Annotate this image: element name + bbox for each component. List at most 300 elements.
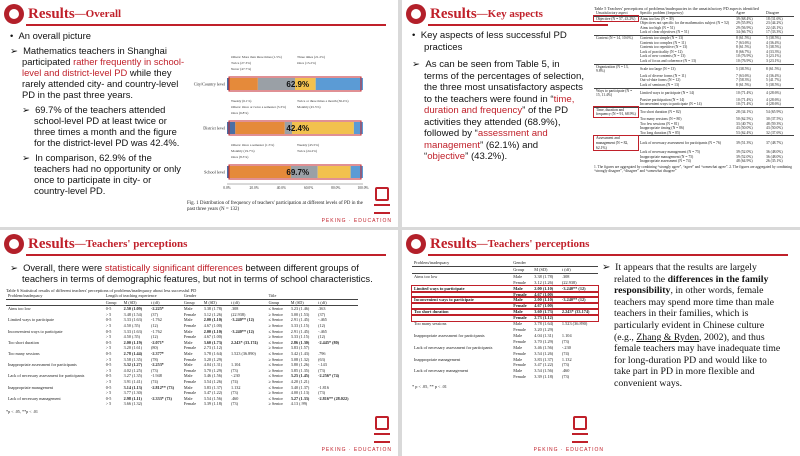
table-cell: Too short duration (414, 309, 449, 315)
table-cell: > 5 (105, 378, 112, 384)
table-5 (594, 6, 794, 174)
table-cell: 1.132 (561, 356, 572, 362)
badge-text: PEKING · EDUCATION (321, 218, 392, 224)
table-cell: 3.78 (1.64) (203, 350, 223, 356)
title-main: Results (28, 235, 75, 252)
table-cell: Female (513, 303, 527, 309)
table-cell: Female (513, 291, 527, 297)
table-cell: Inappropriate assessment for participants (8, 362, 77, 368)
table-cell: .308 (561, 273, 570, 279)
table-cell: (74) (231, 378, 239, 384)
title-sub: —Key aspects (476, 8, 543, 20)
table-cell: 3 (23.1%) (766, 54, 781, 59)
table-cell: 4.67 (1.00) (203, 322, 223, 328)
table-cell: 2.243* (33.174) (231, 339, 258, 345)
table-cell: Objectives not specific for the mathematics subject (N = 52) (640, 21, 730, 26)
table-cell: -1.762 (150, 328, 162, 334)
table-cell: Inconvenient ways to participate (N = 14) (640, 102, 702, 107)
table-cell: 48 (64.9%) (736, 159, 753, 164)
table-cell: 2.243* (33.174) (561, 309, 590, 315)
table-note: *p < .05, **p < .01 (6, 408, 38, 414)
table-cell: 53 (62.4%) (736, 130, 753, 135)
badge-text: PEKING · EDUCATION (321, 447, 392, 453)
table-cell: (73) (561, 362, 570, 368)
table-cell: Male (513, 368, 523, 374)
table-cell: 4 (28.6%) (766, 97, 781, 102)
table-cell: Male (513, 285, 523, 291)
table-cell: > 5 (105, 390, 112, 396)
table-cell: 10 (71.4%) (736, 102, 753, 107)
table-cell: Female (513, 326, 526, 332)
table-cell: 8 (61.5%) (736, 82, 751, 87)
table-cell: -.465 (318, 317, 327, 323)
table-cell: (37) (318, 311, 326, 317)
table-cell: Lack of necessary assessment for participants (N = 76) (638, 136, 734, 150)
bullet-1: ➢ It appears that the results are largely related to the differences in the family responsibility, in other words, female teachers may spend more time than male teachers in their families, which is particularly evident in Chinese culture (e.g., Zhang & Ryden, 2002), and thus female teachers may have inadequate time for long-duration PD and would like to take part in PD in more flexible and convenient ways. (602, 262, 781, 389)
table-cell: Too few sessions (N = 81) (640, 121, 679, 126)
table-cell: 3.80 (1.26) (290, 362, 310, 368)
x-tick-label: 60.0% (303, 186, 314, 190)
table-cell: 3.33 (1.15) (290, 334, 310, 340)
table-cell: Male (513, 321, 523, 327)
table-cell: Female (513, 374, 526, 380)
table-cell: 8 (61.5%) (736, 45, 751, 50)
bar-segment (229, 166, 291, 178)
table-cell: 39 (52.0%) (736, 154, 753, 159)
table-cell: Female (183, 334, 197, 340)
table-cell: 3.85 (1.35) (290, 367, 310, 373)
table-cell: Objective (N = 57, 43.2%) (594, 16, 638, 21)
table-cell: Inconvenient ways to participate (8, 328, 63, 334)
bar-segment (354, 122, 363, 134)
x-tick-label: 0.0% (223, 186, 231, 190)
table-cell: Female (513, 338, 526, 344)
table-cell: Too many sessions (N = 80) (640, 117, 682, 122)
x-tick-label: 40.0% (276, 186, 287, 190)
table-cell: Male (513, 332, 523, 338)
table-cell: ≥ Senior (268, 390, 283, 396)
table-cell: Aims too low (414, 273, 438, 279)
table-cell: 2.98 (1.11) (123, 395, 142, 401)
table-cell: -3.240** (12) (231, 317, 255, 323)
highlight-value: 42.4% (286, 124, 310, 133)
table-row (594, 107, 794, 117)
column-header: Group (104, 299, 122, 306)
table-cell: Male (513, 309, 523, 315)
bullet-2: ➢ Mathematics teachers in Shanghai participated rather frequently in school-level and district-level PD while they rarely attended city- and country-level PD in the past three years. (10, 45, 185, 100)
table-cell: 2.73 (1.12) (203, 345, 223, 351)
table-cell: 3.40 (1.37) (290, 384, 310, 390)
column-header: t (df) (229, 299, 267, 306)
table-cell: 4.50 (.55) (123, 322, 141, 328)
table-cell: Limited ways to participate (414, 285, 465, 291)
table-cell: -2.377* (150, 350, 164, 356)
segment-label: Others: More than three times (1.5%) (231, 55, 282, 59)
table-cell: > 5 (105, 345, 112, 351)
table-cell: > 5 (105, 356, 112, 362)
table-cell: Contents too simple (N = 13) (638, 35, 734, 40)
table-cell: (73) (318, 390, 326, 396)
table-cell: 4.67 (1.00) (534, 303, 554, 309)
table-cell: Passive participation (N = 14) (640, 97, 685, 102)
table-cell: Female (513, 350, 526, 356)
table-cell: > 5 (105, 334, 112, 340)
table-cell: -3.240** (12) (561, 297, 586, 303)
title-main: Results (430, 235, 477, 252)
table-cell: (12) (318, 334, 326, 340)
table-cell: ≤ Senior (268, 384, 283, 390)
table-cell: Female (183, 367, 197, 373)
slide-body (10, 30, 186, 200)
column-header: Unsatisfactory aspect (594, 11, 638, 16)
table-cell: .796 (318, 350, 326, 356)
slide-overall (0, 0, 398, 227)
table-cell: 26 (35.1%) (766, 159, 783, 164)
table-cell: Inappropriate timing (N = 86) (640, 126, 685, 131)
x-tick-label: 100.0% (357, 186, 369, 190)
table-cell: -2.256* (74) (318, 373, 340, 379)
table-cell: 1.132 (231, 384, 241, 390)
table-cell: Aims too low (8, 306, 31, 312)
table-cell: 4.02 (1.25) (123, 367, 143, 373)
slide-title (4, 233, 187, 255)
slide-title (406, 233, 589, 255)
segment-label: Weekly (45.5%) (297, 143, 320, 147)
table-cell: 39 (51.3%) (734, 136, 764, 150)
highlight-value: 62.9% (286, 80, 310, 89)
table-cell: 36 (48.0%) (766, 154, 783, 159)
table-cell: 3.42 (1.43) (290, 350, 310, 356)
bar-segment (229, 78, 258, 90)
bullet-2: ➢ As can be seen from Table 5, in terms of the percentages of selection, the three most unsatisfactory aspects to the teachers were found in “time, duration and frequency” of the PD activities they attended (68.9%), followed by “assessment and management” (62.1%) and “objective” (43.2%). (412, 59, 584, 162)
highlight-value: 69.7% (286, 168, 310, 177)
frequency-chart (187, 46, 367, 214)
table-cell: Lack of necessary management (414, 368, 469, 374)
title-sub: —Teachers' perceptions (476, 238, 590, 250)
segment-label: Others: Once or twice a semester (5.3%) (231, 105, 287, 109)
table-cell: 4 (28.6%) (766, 102, 781, 107)
subbullet-1: ➢ 69.7% of the teachers attended school-level PD at least twice or three times a month and the figure for the district-level PD was 42.4%. (22, 104, 180, 148)
table-cell: 10 (71.4%) (734, 88, 764, 98)
table-cell: 4 (28.6%) (764, 88, 794, 98)
table-cell: (73) (318, 367, 326, 373)
table-cell (316, 401, 358, 407)
table-cell: 39 (68.4%) (736, 16, 753, 21)
table-cell: (12) (318, 322, 326, 328)
table-cell: 0-5 (105, 384, 112, 390)
table-cell: 34 (66.7%) (736, 30, 753, 35)
table-cell: ≥ Senior (268, 311, 283, 317)
table-note: 1. The figures are aggregated by combining “strongly agree”, “agree” and “somewhat agree”. 2. The figures are aggregated by combining “strongly disagree”, “disagree” and “somewhat disagree” (594, 165, 792, 174)
table-cell: 7 (58.3%) (736, 78, 751, 83)
table-cell: 54 (65.9%) (764, 107, 794, 117)
table-cell: 3.60 (1.73) (534, 309, 554, 315)
table-row (6, 401, 358, 407)
table-cell: Too short duration (8, 339, 39, 345)
table-cell: Lack of diverse forms (N = 11) (640, 73, 686, 78)
table-cell: 4.67 (1.00) (534, 291, 554, 297)
table-cell: Female (513, 362, 526, 368)
table-cell: 3.20 (1.29) (534, 326, 554, 332)
table-cell: Male (183, 395, 193, 401)
table-cell: -.465 (318, 328, 327, 334)
table-cell: 3.12 (1.26) (203, 311, 223, 317)
table-cell: 3.47 (1.22) (534, 362, 554, 368)
table-cell: 3.54 (1.26) (203, 378, 223, 384)
table-cell: 3.83 (1.57) (290, 345, 310, 351)
table-cell: -2.816** (28.022) (318, 395, 349, 401)
corner-badge-icon (374, 187, 390, 219)
table-cell: 3.20 (1.61) (123, 345, 143, 351)
table-cell: 0-5 (105, 317, 112, 323)
bar-segment (235, 122, 285, 134)
table-cell: 8 (61.5%) (764, 64, 794, 74)
table-6-grid (6, 293, 358, 407)
table-note: * p < .05, ** p < .01 (412, 384, 447, 390)
table-cell: Male (183, 317, 193, 323)
table-cell: 43 (50.0%) (766, 126, 783, 131)
segment-label: Never (47.7%) (231, 67, 252, 71)
table-cell: 3.32 (1.27) (123, 362, 143, 368)
table-cell: 4.04 (1.31) (534, 332, 554, 338)
table-cell: 50 (62.5%) (736, 117, 753, 122)
table-cell: 3.20 (1.29) (203, 356, 223, 362)
column-header: M (SD) (289, 299, 316, 306)
table-cell: 48 (59.3%) (766, 121, 783, 126)
table-cell: > 5 (105, 311, 112, 317)
table-cell: 3.48 (1.54) (123, 311, 143, 317)
group-header: Title (267, 293, 358, 299)
table-cell: ≤ Senior (268, 328, 283, 334)
table-cell: (78) (150, 356, 158, 362)
bar-segment (318, 166, 351, 178)
slide-key-aspects (402, 0, 800, 227)
table-caption: Table 6 Statistical results of different teachers' perceptions of problems/inadequacy about less successful PD (6, 288, 197, 293)
table-cell (594, 159, 638, 164)
table-cell: Time, duration and frequency (N = 91, 68.9%) (594, 107, 638, 117)
table-cell: 3.66 (1.32) (123, 401, 143, 407)
table-cell: ≤ Senior (268, 362, 283, 368)
column-header: Disagree (764, 11, 794, 16)
university-logo-icon (4, 234, 24, 254)
table-6 (6, 288, 366, 414)
segment-label: Others: Once a semester (1.5%) (231, 143, 275, 147)
table-cell: ≥ Senior (268, 345, 283, 351)
table-cell: -3.240** (12) (561, 285, 586, 291)
table-row (412, 374, 598, 380)
table-cell: (22.938) (561, 279, 577, 285)
table-cell: Assessment and management (N = 82, 62.1%) (594, 136, 638, 150)
table-cell: Inconvenient ways to participate (414, 297, 474, 303)
table-cell: Male (183, 328, 193, 334)
table-cell: Male (513, 273, 523, 279)
bullet-1: • An overall picture (10, 30, 91, 41)
category-label: District level (203, 125, 225, 131)
table-cell: Lack of necessary management (8, 395, 61, 401)
title-sub: —Teachers' perceptions (74, 238, 188, 250)
table-cell: 5 (38.5%) (734, 64, 764, 74)
segment-label: Twice (24.2%) (297, 149, 318, 153)
table-cell: 1.104 (231, 362, 241, 368)
group-header: Length of teaching experience (104, 293, 182, 299)
column-header: Group (182, 299, 202, 306)
table-cell: Lack of necessary assessment for participants (414, 344, 493, 350)
table-cell: Aims too high (N = 51) (640, 25, 675, 30)
table-cell: 5 (41.7%) (766, 78, 781, 83)
segment-label: Twice or three times a month (36.4%) (297, 99, 349, 103)
table-row (594, 88, 794, 98)
table-cell: 22 (43.1%) (766, 25, 783, 30)
column-header: M (SD) (122, 299, 149, 306)
table-cell: 2.00 (1.10) (203, 317, 223, 323)
x-tick-label: 80.0% (331, 186, 341, 190)
chart-svg (187, 46, 367, 196)
table-cell: ≥ Senior (268, 334, 283, 340)
segment-label: Once (8.3%) (231, 155, 249, 159)
table-cell: 3.77 (1.30) (123, 390, 143, 396)
table-cell: 3.33 (1.63) (123, 317, 143, 323)
table-cell: 3.83 (1.37) (203, 384, 223, 390)
table-cell: 30 (37.5%) (766, 117, 783, 122)
title-main: Results (430, 5, 477, 22)
table-cell: -2.812** (73) (150, 384, 175, 390)
table-cell: Female (183, 356, 197, 362)
table-cell: -1.816 (318, 384, 329, 390)
table-cell: 3.33 (1.15) (290, 322, 310, 328)
title-rule (428, 254, 788, 256)
table-cell: ≤ Senior (268, 350, 283, 356)
subbullet-2: ➢ In comparison, 62.9% of the teachers had no opportunity or only once to participate in city- or country-level PD. (22, 152, 181, 196)
table-cell: 2.00 (1.10) (203, 328, 223, 334)
table-cell: 37 (48.7%) (764, 136, 794, 150)
table-cell: ≥ Senior (268, 378, 283, 384)
table-cell: 0-5 (105, 373, 112, 379)
table-cell: 3.54 (1.26) (534, 350, 554, 356)
table-cell: Female (183, 311, 197, 317)
table-cell: -2.071* (150, 339, 164, 345)
x-tick-label: 20.0% (249, 186, 259, 190)
column-header: Group (267, 299, 289, 306)
table-cell: 2.00 (1.10) (534, 297, 554, 303)
table-cell: 39 (52.0%) (736, 150, 753, 155)
slide-body (10, 262, 390, 288)
table-cell: 3.14 (1.13) (123, 384, 143, 390)
table-cell: -.230 (561, 344, 571, 350)
slide-title (4, 3, 121, 25)
table-cell: Female (183, 345, 197, 351)
table-cell: 28 (34.1%) (734, 107, 764, 117)
table-cell: .460 (231, 395, 239, 401)
table-cell: 2.50 (1.09) (123, 306, 143, 312)
university-logo-icon (406, 4, 426, 24)
table-cell: 4 (36.4%) (766, 73, 781, 78)
segment-label: Weekly (6.1%) (231, 99, 252, 103)
title-sub: —Overall (74, 8, 122, 20)
category-label: City/Country level (193, 81, 225, 87)
table-cell: Lack of focus and coherence (N = 13) (640, 58, 697, 63)
table-cell: Lack of necessary management (N = 75) (640, 150, 701, 155)
table-cell: .460 (561, 368, 570, 374)
table-cell: 7 (63.6%) (736, 73, 751, 78)
table-cell: Out-of-date forms (N = 12) (640, 78, 681, 83)
table-cell: 2.78 (1.44) (123, 350, 143, 356)
table-cell: Too many sessions (8, 350, 40, 356)
table-cell: 0-5 (105, 306, 112, 312)
table-cell: Too short duration (N = 82) (638, 107, 734, 117)
table-cell: -.143 (318, 362, 327, 368)
table-cell: 4.13 (.99) (290, 401, 308, 407)
bullet-1: • Key aspects of less successful PD practices (412, 30, 567, 53)
table-cell: 3.46 (1.56) (534, 344, 554, 350)
segment-label: Once (15.2%) (297, 61, 317, 65)
slide-perceptions-2 (402, 230, 800, 456)
column-header (6, 299, 104, 306)
title-rule (26, 24, 386, 26)
table-cell: 3.38 (1.78) (203, 306, 223, 312)
table-cell: ≥ Senior (268, 322, 283, 328)
table-cell: 23 (44.2%) (766, 21, 783, 26)
table-cell: 3.47 (1.22) (203, 390, 223, 396)
table-cell: 4.04 (1.31) (203, 362, 223, 368)
table-5-grid (594, 11, 794, 164)
table-cell: > 5 (105, 322, 112, 328)
table-cell: 3 (23.1%) (766, 58, 781, 63)
table-cell: 4 (36.4%) (766, 40, 781, 45)
table-cell: Male (183, 362, 193, 368)
table-cell: (73) (231, 401, 239, 407)
bullet-1: ➢ Overall, there were statistically significant differences between different groups of teachers in terms of demographic features, but not in terms of school characteristics. (10, 262, 373, 284)
table-cell: 17 (33.3%) (766, 30, 783, 35)
table-cell: 3.23 (1.46) (290, 306, 310, 312)
table-cell: (22.938) (231, 311, 246, 317)
column-header: Agree (734, 11, 764, 16)
table-cell: Lack of seminars (N = 13) (640, 82, 680, 87)
table-cell: Content (N = 14, 10.6%) (594, 35, 638, 40)
bar-segment (316, 78, 363, 90)
bar-segment (227, 122, 235, 134)
table-cell: ≥ Senior (268, 356, 283, 362)
table-cell: Male (183, 350, 193, 356)
university-logo-icon (4, 4, 24, 24)
table-cell: 4.20 (1.21) (290, 378, 310, 384)
table-cell: > 5 (105, 367, 112, 373)
table-cell: (73) (561, 338, 570, 344)
table-cell: 1.523 (36.890) (231, 350, 256, 356)
segment-label: Monthly (19.7%) (231, 149, 255, 153)
table-cell: Too many sessions (414, 321, 447, 327)
table-cell: 0-5 (105, 328, 112, 334)
table-row (594, 64, 794, 74)
table-cell: Male (513, 297, 523, 303)
table-cell: 3.58 (1.35) (123, 356, 143, 362)
table-cell: .308 (231, 306, 239, 312)
table-cell: Inappropriate assessment for participants (414, 332, 485, 338)
table-cell: Male (513, 344, 523, 350)
group-header: Gender (182, 293, 267, 299)
segment-label: Three times (21.2%) (297, 55, 325, 59)
table-cell: Inappropriate management (414, 356, 461, 362)
table-cell: Male (183, 373, 193, 379)
column-header: Specific problem (frequency) (638, 11, 734, 16)
table-caption: Table 5 Teachers' perceptions of problems/inadequacies in the unsatisfactory PD aspects identified (594, 6, 759, 11)
chart-caption: Fig. 1 Distribution of frequency of teachers' participation at different levels of PD in the past three years (N = 132) (187, 201, 363, 212)
table-cell: 2.86 (1.30) (290, 339, 310, 345)
table-cell: Inappropriate assessment (N = 74) (640, 159, 691, 164)
group-header: Problem/inadequacy (6, 293, 104, 299)
table-cell: 0-5 (105, 350, 112, 356)
table-cell: (12) (150, 322, 158, 328)
table-cell: 2.91 (1.45) (290, 328, 310, 334)
